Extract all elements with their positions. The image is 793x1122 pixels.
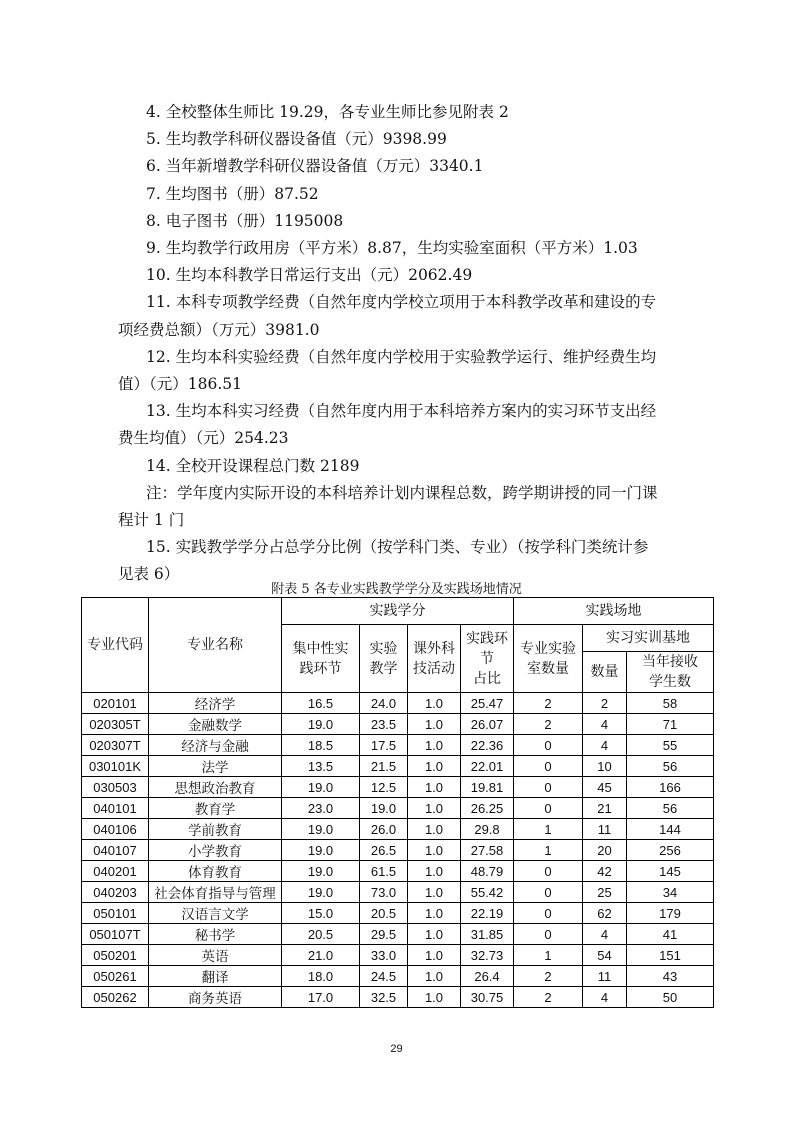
cell-base-count: 4 bbox=[583, 924, 627, 945]
page-number: 29 bbox=[390, 1043, 403, 1055]
cell-students: 43 bbox=[627, 966, 714, 987]
text-line: 程计 1 门 bbox=[118, 511, 185, 529]
cell-experiment: 24.0 bbox=[360, 693, 408, 714]
cell-ratio: 26.25 bbox=[461, 798, 514, 819]
cell-ratio: 27.58 bbox=[461, 840, 514, 861]
cell-ratio: 22.19 bbox=[461, 903, 514, 924]
cell-extracurricular: 1.0 bbox=[408, 798, 461, 819]
cell-ratio: 55.42 bbox=[461, 882, 514, 903]
practice-credits-table bbox=[81, 597, 714, 1008]
cell-concentrated: 19.0 bbox=[282, 861, 360, 882]
cell-code: 050261 bbox=[82, 966, 149, 987]
cell-experiment: 21.5 bbox=[360, 756, 408, 777]
cell-students: 55 bbox=[627, 735, 714, 756]
table-row bbox=[82, 861, 714, 882]
text-line: 6. 当年新增教学科研仪器设备值（万元）3340.1 bbox=[146, 157, 484, 176]
cell-name: 英语 bbox=[149, 945, 282, 966]
cell-base-count: 2 bbox=[583, 693, 627, 714]
cell-base-count: 25 bbox=[583, 882, 627, 903]
cell-experiment: 12.5 bbox=[360, 777, 408, 798]
cell-name: 翻译 bbox=[149, 966, 282, 987]
text-line: 9. 生均教学行政用房（平方米）8.87，生均实验室面积（平方米）1.03 bbox=[146, 239, 638, 257]
header-extracurricular: 课外科 技活动 bbox=[408, 625, 461, 693]
cell-name: 秘书学 bbox=[149, 924, 282, 945]
table-row bbox=[82, 756, 714, 777]
cell-concentrated: 19.0 bbox=[282, 882, 360, 903]
cell-concentrated: 19.0 bbox=[282, 819, 360, 840]
cell-extracurricular: 1.0 bbox=[408, 861, 461, 882]
cell-name: 思想政治教育 bbox=[149, 777, 282, 798]
text-line: 注：学年度内实际开设的本科培养计划内课程总数，跨学期讲授的同一门课 bbox=[146, 483, 658, 502]
cell-experiment: 26.0 bbox=[360, 819, 408, 840]
text-line: 14. 全校开设课程总门数 2189 bbox=[146, 456, 360, 475]
cell-experiment: 17.5 bbox=[360, 735, 408, 756]
text-line: 11. 本科专项教学经费（自然年度内学校立项用于本科教学改革和建设的专 bbox=[146, 293, 657, 312]
cell-concentrated: 19.0 bbox=[282, 840, 360, 861]
cell-base-count: 11 bbox=[583, 966, 627, 987]
cell-labs: 0 bbox=[514, 882, 583, 903]
cell-students: 56 bbox=[627, 798, 714, 819]
text-line: 10. 生均本科教学日常运行支出（元）2062.49 bbox=[146, 266, 473, 285]
cell-ratio: 48.79 bbox=[461, 861, 514, 882]
cell-students: 34 bbox=[627, 882, 714, 903]
cell-name: 商务英语 bbox=[149, 987, 282, 1008]
text-line: 4. 全校整体生师比 19.29，各专业生师比参见附表 2 bbox=[146, 103, 509, 121]
table-header bbox=[82, 598, 714, 693]
header-bases: 实习实训基地 bbox=[583, 625, 714, 652]
cell-labs: 0 bbox=[514, 798, 583, 819]
cell-concentrated: 16.5 bbox=[282, 693, 360, 714]
cell-ratio: 31.85 bbox=[461, 924, 514, 945]
header-experiment: 实验 教学 bbox=[360, 625, 408, 693]
cell-extracurricular: 1.0 bbox=[408, 966, 461, 987]
cell-code: 050201 bbox=[82, 945, 149, 966]
cell-students: 151 bbox=[627, 945, 714, 966]
cell-base-count: 62 bbox=[583, 903, 627, 924]
table-row bbox=[82, 966, 714, 987]
cell-labs: 2 bbox=[514, 987, 583, 1008]
text-line: 12. 生均本科实验经费（自然年度内学校用于实验教学运行、维护经费生均 bbox=[146, 347, 657, 366]
cell-name: 学前教育 bbox=[149, 819, 282, 840]
cell-ratio: 19.81 bbox=[461, 777, 514, 798]
cell-ratio: 30.75 bbox=[461, 987, 514, 1008]
cell-name: 教育学 bbox=[149, 798, 282, 819]
text-line: 5. 生均教学科研仪器设备值（元）9398.99 bbox=[146, 130, 447, 149]
cell-concentrated: 13.5 bbox=[282, 756, 360, 777]
cell-labs: 2 bbox=[514, 693, 583, 714]
table-row bbox=[82, 735, 714, 756]
cell-extracurricular: 1.0 bbox=[408, 714, 461, 735]
table-caption: 附表 5 各专业实践教学学分及实践场地情况 bbox=[271, 582, 522, 597]
cell-code: 050101 bbox=[82, 903, 149, 924]
cell-name: 经济与金融 bbox=[149, 735, 282, 756]
cell-labs: 0 bbox=[514, 924, 583, 945]
cell-labs: 1 bbox=[514, 819, 583, 840]
cell-ratio: 22.36 bbox=[461, 735, 514, 756]
cell-base-count: 42 bbox=[583, 861, 627, 882]
table-row bbox=[82, 777, 714, 798]
cell-experiment: 61.5 bbox=[360, 861, 408, 882]
cell-ratio: 29.8 bbox=[461, 819, 514, 840]
cell-base-count: 4 bbox=[583, 714, 627, 735]
table-row bbox=[82, 714, 714, 735]
cell-students: 145 bbox=[627, 861, 714, 882]
cell-concentrated: 18.5 bbox=[282, 735, 360, 756]
cell-extracurricular: 1.0 bbox=[408, 987, 461, 1008]
cell-code: 020307T bbox=[82, 735, 149, 756]
cell-extracurricular: 1.0 bbox=[408, 882, 461, 903]
table-body bbox=[82, 693, 714, 1008]
cell-labs: 0 bbox=[514, 903, 583, 924]
table-row bbox=[82, 945, 714, 966]
cell-extracurricular: 1.0 bbox=[408, 777, 461, 798]
cell-experiment: 19.0 bbox=[360, 798, 408, 819]
cell-labs: 1 bbox=[514, 945, 583, 966]
cell-code: 040106 bbox=[82, 819, 149, 840]
table-row bbox=[82, 987, 714, 1008]
cell-experiment: 26.5 bbox=[360, 840, 408, 861]
cell-concentrated: 18.0 bbox=[282, 966, 360, 987]
table-row bbox=[82, 903, 714, 924]
cell-experiment: 73.0 bbox=[360, 882, 408, 903]
cell-base-count: 54 bbox=[583, 945, 627, 966]
cell-extracurricular: 1.0 bbox=[408, 924, 461, 945]
cell-extracurricular: 1.0 bbox=[408, 903, 461, 924]
cell-concentrated: 19.0 bbox=[282, 777, 360, 798]
cell-concentrated: 21.0 bbox=[282, 945, 360, 966]
cell-name: 法学 bbox=[149, 756, 282, 777]
header-credits: 实践学分 bbox=[282, 598, 514, 625]
cell-code: 020101 bbox=[82, 693, 149, 714]
cell-name: 体育教育 bbox=[149, 861, 282, 882]
cell-base-count: 4 bbox=[583, 735, 627, 756]
cell-students: 256 bbox=[627, 840, 714, 861]
cell-labs: 1 bbox=[514, 840, 583, 861]
cell-code: 040107 bbox=[82, 840, 149, 861]
table-row bbox=[82, 840, 714, 861]
text-line: 值）（元）186.51 bbox=[118, 375, 242, 393]
cell-students: 58 bbox=[627, 693, 714, 714]
cell-base-count: 45 bbox=[583, 777, 627, 798]
cell-base-count: 4 bbox=[583, 987, 627, 1008]
table-row bbox=[82, 924, 714, 945]
cell-concentrated: 17.0 bbox=[282, 987, 360, 1008]
cell-code: 030503 bbox=[82, 777, 149, 798]
header-name: 专业名称 bbox=[149, 598, 282, 693]
header-code: 专业代码 bbox=[82, 598, 149, 693]
cell-code: 030101K bbox=[82, 756, 149, 777]
cell-name: 社会体育指导与管理 bbox=[149, 882, 282, 903]
cell-extracurricular: 1.0 bbox=[408, 756, 461, 777]
cell-code: 040201 bbox=[82, 861, 149, 882]
cell-base-count: 21 bbox=[583, 798, 627, 819]
cell-code: 050107T bbox=[82, 924, 149, 945]
header-venues: 实践场地 bbox=[514, 598, 714, 625]
table-row bbox=[82, 693, 714, 714]
cell-concentrated: 19.0 bbox=[282, 714, 360, 735]
cell-base-count: 20 bbox=[583, 840, 627, 861]
text-line: 见表 6） bbox=[118, 565, 180, 584]
cell-extracurricular: 1.0 bbox=[408, 819, 461, 840]
cell-experiment: 20.5 bbox=[360, 903, 408, 924]
cell-name: 金融数学 bbox=[149, 714, 282, 735]
cell-ratio: 26.4 bbox=[461, 966, 514, 987]
text-line: 8. 电子图书（册）1195008 bbox=[146, 211, 344, 230]
header-count: 数量 bbox=[583, 652, 627, 693]
cell-labs: 0 bbox=[514, 756, 583, 777]
cell-extracurricular: 1.0 bbox=[408, 735, 461, 756]
cell-students: 56 bbox=[627, 756, 714, 777]
cell-name: 小学教育 bbox=[149, 840, 282, 861]
header-concentrated: 集中性实 践环节 bbox=[282, 625, 360, 693]
text-line: 15. 实践教学学分占总学分比例（按学科门类、专业）（按学科门类统计参 bbox=[146, 538, 649, 557]
cell-students: 179 bbox=[627, 903, 714, 924]
cell-ratio: 26.07 bbox=[461, 714, 514, 735]
cell-ratio: 25.47 bbox=[461, 693, 514, 714]
text-line: 7. 生均图书（册）87.52 bbox=[146, 184, 319, 203]
cell-name: 汉语言文学 bbox=[149, 903, 282, 924]
header-labs: 专业实验 室数量 bbox=[514, 625, 583, 693]
cell-base-count: 10 bbox=[583, 756, 627, 777]
cell-code: 020305T bbox=[82, 714, 149, 735]
cell-labs: 0 bbox=[514, 861, 583, 882]
cell-students: 50 bbox=[627, 987, 714, 1008]
cell-ratio: 32.73 bbox=[461, 945, 514, 966]
cell-labs: 2 bbox=[514, 714, 583, 735]
cell-experiment: 29.5 bbox=[360, 924, 408, 945]
table-row bbox=[82, 819, 714, 840]
cell-extracurricular: 1.0 bbox=[408, 945, 461, 966]
cell-labs: 0 bbox=[514, 777, 583, 798]
cell-experiment: 23.5 bbox=[360, 714, 408, 735]
text-line: 13. 生均本科实习经费（自然年度内用于本科培养方案内的实习环节支出经 bbox=[146, 402, 657, 421]
header-students: 当年接收 学生数 bbox=[627, 652, 714, 693]
cell-labs: 2 bbox=[514, 966, 583, 987]
cell-name: 经济学 bbox=[149, 693, 282, 714]
table-row bbox=[82, 882, 714, 903]
cell-ratio: 22.01 bbox=[461, 756, 514, 777]
cell-concentrated: 23.0 bbox=[282, 798, 360, 819]
cell-extracurricular: 1.0 bbox=[408, 840, 461, 861]
cell-students: 41 bbox=[627, 924, 714, 945]
text-line: 费生均值）（元）254.23 bbox=[118, 429, 289, 448]
cell-concentrated: 15.0 bbox=[282, 903, 360, 924]
cell-experiment: 32.5 bbox=[360, 987, 408, 1008]
cell-code: 040101 bbox=[82, 798, 149, 819]
cell-experiment: 24.5 bbox=[360, 966, 408, 987]
cell-code: 040203 bbox=[82, 882, 149, 903]
cell-students: 166 bbox=[627, 777, 714, 798]
cell-labs: 0 bbox=[514, 735, 583, 756]
cell-base-count: 11 bbox=[583, 819, 627, 840]
table-row bbox=[82, 798, 714, 819]
cell-code: 050262 bbox=[82, 987, 149, 1008]
cell-extracurricular: 1.0 bbox=[408, 693, 461, 714]
header-ratio: 实践环节 占比 bbox=[461, 625, 514, 693]
cell-concentrated: 20.5 bbox=[282, 924, 360, 945]
cell-students: 71 bbox=[627, 714, 714, 735]
cell-students: 144 bbox=[627, 819, 714, 840]
cell-experiment: 33.0 bbox=[360, 945, 408, 966]
text-line: 项经费总额）（万元）3981.0 bbox=[118, 320, 320, 339]
